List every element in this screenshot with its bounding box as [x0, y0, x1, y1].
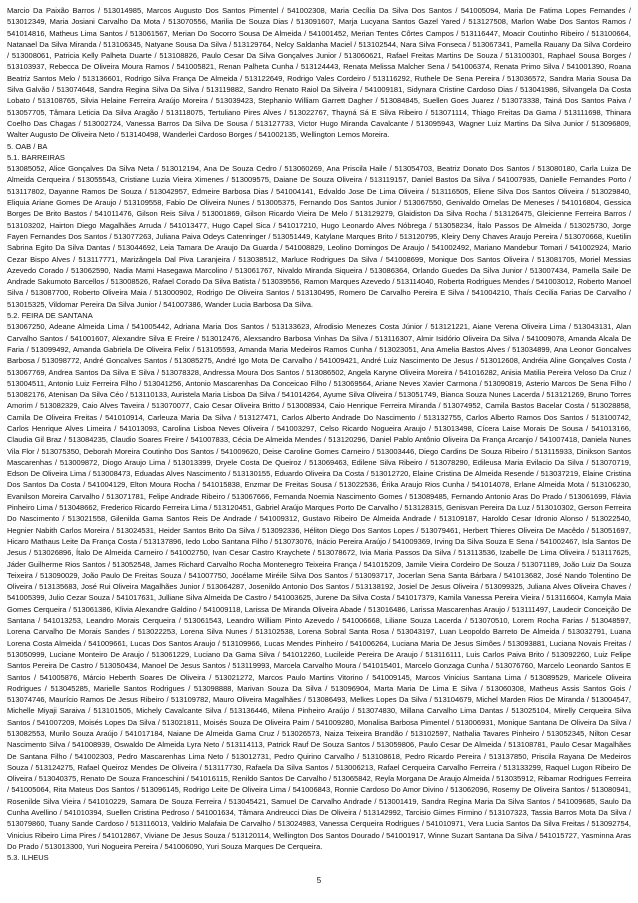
section-heading-ilheus: 5.3. ILHEUS: [7, 853, 49, 863]
document-page: [7, 5, 631, 875]
roster-paragraph: Marcio Da Paixão Barros / 513014985, Marcos Augusto Dos Santos Pimentel / 541002308, Maria Cecília Da Silva Dos Santos / 541005094, Maria De Fatima Lopes Fernandes / 513012349, Maria Josiani Carvalho Da Mota / 513070556, Marilia De Souza Dias / 513091607, Marja Lucyana Santos Gazel Yared / 513127508, Marlon Wabe Dos Santos Ramos / 541014816, Matheus Lima Santos / 513061567, Merian Do Socorro Sousa De Almeida / 541001452, Merian Tentes Côrtes Campos / 513116447, Moacir Coutinho Ribeiro / 513100664, Natanael Da Silva Miranda / 513106345, Natyane Sousa Da Silva / 513129764, Nelcy Saldanha Maciel / 513102544, Nara Silva Fonseca / 513067341, Pamella Rauany Da Silva Cordeiro / 513008061, Patricia Kelly Palheta Duarte / 513108826, Paulo Cesar Da Silva Gonçalves Junior / 513060621, Rafael Freitas Martins De Souza / 513100301, Raphael Sousa Borges / 513103937, Rebecca De Oliveira Moura Ramos / 541005821, Renan Palheta Cunha / 513124443, Renata Melissa Malcher Sena / 541006374, Renata Primo Silva / 541001390, Roana Beatriz Santos Melo / 513136601, Rodrigo Silva França De Almeida / 513122649, Rodrigo Vales Cordeiro / 513116292, Ruthele De Sena Pereira / 513036572, Sandra Maria Sousa Da Silva Galvão / 513074648, Sandra Regina Silva Da Silva / 513119882, Sandro Renato Raiol Da Silveira / 541009181, Sidynara Cristine Cardoso Dias / 513041986, Silvangela Da Costa Lobato / 513108765, Silvia Helaine Ferreira Araújo Moreira / 513039423, Stephanio William Garrett Dagher / 513084845, Suellen Goes Juarez / 513073338, Tainá Dos Santos Paiva / 513057705, Tâmara Leticia Da Silva Aragão / 513118075, Tertuliano Pires Alves / 513022767, Thayná Sá E Silva Ribeiro / 513071114, Thiago Freitas Da Gama / 513111698, Thinara Coelho Das Chagas / 513002724, Vanessa Barros Da Silva De Sousa / 513127733, Victor Hugo Miranda Cavalcante / 513095943, Wagner Luiz Martins Da Silva Junior / 513096809, Walter Augusto De Oliveira Neto / 513140498, Wanderlei Cardoso Borges / 541002135, Wellington Lemos Moreira.: [7, 6, 631, 140]
roster-paragraph-feira-de-santana: 513067250, Adeane Almeida Lima / 541005442, Adriana Maria Dos Santos / 513133623, Afrodisio Menezes Costa Júnior / 513121221, Aiane Verena Oliveira Lima / 513043131, Alan Carvalho Santos / 541001607, Alexandre Silva E Freire / 513012476, Alexsandro Barbosa Vinhas Da Silva / 513116307, Almir Isidório Oliveira Da Silva / 541009078, Amanda Alcala De Faria / 513099492, Amanda Gabriela De Oliveira Felix / 513105593, Amanda Maria Medeiros Ramos Cunha / 513023051, Ana Amelia Bastos Alves / 513034899, Ana Leonor Goncalves Barbosa / 513098772, André Goncalves Santos / 513085275, André Igo Mota De Carvalho / 541009421, André Luiz Nascimento De Jesus / 513012608, Andréia Aline Gonçalves Costa / 513067769, Andrea Santos Da Silva E Silva / 513078328, Andressa Moura Dos Santos / 513086502, Angela Karyne Oliveira Moreira / 541016282, Anisia Matilia Pereira Veloso Da Cruz / 513004511, Antonio Luiz Ferreira Filho / 513041256, Antonio Mascarenhas Da Conceicao Filho / 513069564, Ariane Neves Xavier Carmona / 513090819, Asterio Marcos De Sena Filho / 513082176, Atenisan Da Silva Céo / 513110133, Auristela Maria Lisboa Da Silva / 541014264, Ayume Silva Oliveira / 513051749, Bianca Souza Nunes Lacerda / 513121269, Bruno Torres Amorim / 513082329, Caio Alves Taveira / 513070077, Caio Cesar Oliveira Britto / 513008934, Caio Henrique Ferreira Miranda / 513074952, Camila Bastos Bacelar Costa / 513028858, Camila De Oliveira Freitas / 541010914, Carleuza Maria Da Silva / 513127471, Carlos Alberto Andrade Do Nascimento / 513132755, Carlos Alberto Ramos Dos Santos / 513100742, Carlos Henrique Alves Limeira / 541013093, Carolina Lisboa Neves Oliveira / 541003297, Celso Ricardo Nogueira Araujo / 513013498, Cícera Laise Morais De Sousa / 541013166, Claudia Gil Braz / 513084235, Claudio Soares Freire / 541007833, Cécia De Almeida Mendes / 513120296, Daniel Pablo Antônio Oliveira Da França Arcanjo / 541007418, Daniela Nunes Vila Flor / 513075350, Deborah Moreira Coutinho Dos Santos / 541009620, Deise Caroline Gomes Carneiro / 513003446, Diego Cardins De Souza Ribeiro / 513115933, Dinikson Santos Mascarenhas / 513009872, Diogo Araujo Lima / 513013399, Dryele Costa De Queiroz / 513069463, Edilene Silva Ribeiro / 513078290, Edileusa Maria Evilacio Da Silva / 513070719, Edson De Oliveira Lima / 513008473, Eduadas Alves Nascimento / 513130155, Eduardo Oliveira Da Costa / 513012720, Elaine Cristina De Almeida Resende / 513037219, Elaine Cristina Dos Santos Da Costa / 541004129, Elton Moura Rocha / 541015838, Enzmar De Freitas Sousa / 513022536, Érika Araujo Rios Cunha / 541014078, Erlane Almeida Mota / 513106230, Evanilson Moreira Carvalho / 513071781, Felipe Andrade Ribeiro / 513067666, Fernanda Noemia Nascimento Gomes / 513089485, Fernando Antonio Aras Do Prado / 513061699, Flávia Pinheiro Lima / 513048662, Frederico Ricardo Ferreira Lima / 513120451, Gabriel Araújo Marques Porto De Carvalho / 513128315, Genisvan Pereira Da Luz / 513010302, Gerson Ferreira Do Nascimento / 513021558, Gilenilda Gama Santos Reis De Andrade / 541009312, Gustavo Ribeiro De Almeida Andrade / 513109187, Haroldo Cesar Idronio Alonso / 513022540, Hegnier Nabith Carlos Moreira / 513024531, Heider Santos Brito Da Silva / 513092336, Héliton Diego Dos Santos Lopes / 513079461, Herbert Thieres Oliveira De Macêdo / 513051697, Hicaro Mathaus Leite Da França Costa / 513137896, Iedo Lobo Santana Filho / 513073076, Inácio Pereira Araújo / 541009369, Irving Da Silva Souza E Sena / 541002467, Isla Santos De Jesus / 513026896, Ítalo De Almeida Carneiro / 541002750, Ivan Cesar Castro Kraychete / 513078672, Ivia Maria Passos Da Silva / 513113536, Izabelle De Lima Oliveira / 513117625, Jáder Guilherme Rios Santos / 513052548, James Richard Carvalho Rocha Montenegro Teixeira França / 541015209, Jamile Vieira Cordeiro De Souza / 513071189, João Luiz Da Souza Teixeira / 513090029, João Paulo De Freitas Souza / 541007750, Jocélame Miréile Silva Dos Santos / 513093717, Jocerlan Sena Santa Bárbara / 541013682, José Nando Tolentino De Oliveira / 513135683, José Rui Oliveira Magalhães Junior / 513064287, Josenildo Antonio Dos Santos / 513138192, Josiel De Jesus Oliveira / 513099325, Juliana Alves Oliveira Chaves / 541005399, Julio Cezar Souza / 541017631, Julliane Silva Almeida De Castro / 541003625, Jurene Da Silva Costa / 541017379, Kamila Vanessa Pereira Vieira / 513116604, Kamyla Maia Gomes Cerqueira / 513061386, Klivia Alexandre Galdino / 541009118, Larissa De Miranda Oliveira Abade / 513016486, Larissa Mascarenhas Araujo / 513111497, Laudecir Conceição De Santana / 541013253, Leandro Morais Cerqueira / 513061543, Leandro William Pinto Azevedo / 541006668, Liliane Souza Lacerda / 513070510, Lorem Rocha Farias / 513048597, Lorena Carvalho De Morais Sandes / 513022253, Lorena Silva Nunes / 513102538, Lorena Sobral Santa Rosa / 513043197, Luan Leopoldo Barreto De Almeida / 513032791, Luana Lorena Costa Almeida / 541009661, Lucas Dos Santos Araujo / 513109966, Lucas Mendes Pinheiro / 541006264, Luciana Maria De Jesus Simões / 513093881, Luciana Novais Freitas / 513050999, Luciane Monteiro De Araujo / 513061229, Luciano Da Gama Silva / 541012260, Lucileide Pereira De Araujo / 513116111, Luis Carlos Paiva Brito / 513092260, Luiz Felipe Santos Pereira De Castro / 513050434, Manoel De Jesus Santos / 513119993, Marcela Carvalho Moura / 541015401, Marcelo Gonzaga Cunha / 513076760, Marcelo Leonardo Santos E Santos / 541005876, Márcio Heberth Soares De Oliveira / 513021272, Marcos Paulo Martins Vitorino / 541009145, Marcos Vinicius Santana Lima / 513089529, Maricele Oliveira Rodrigues / 513045285, Marielle Santos Rodrigues / 513098888, Marivan Souza Da Silva / 513096904, Marta Maria De Lima E Silva / 513060308, Matheus Assis Santos Gois / 513074746, Maurício Ramos De Jesus Ribeiro / 513109782, Mauro Oliveira Magalhães / 513086493, Melkes Lopes Da Silva / 513104679, Michel Marden Rios De Miranda / 513004547, Michelle Miyaji Saraiva / 513101505, Michely Cavalcante Silva / 513136446, Milena Pinheiro Araújo / 513074830, Millana Carvalho Lima Dantas / 513025104, Mirelly Cerqueira Silva Santos / 541007209, Moisés Lopes Da Silva / 513021811, Moisés Souza De Oliveira Paim / 541009280, Monalisa Barbosa Pimentel / 513006931, Monique Santana De Oliveira Da Silva / 513082553, Murilo Souza Araújo / 541017184, Naiane De Almeida Gama Cruz / 513026573, Naiza Teixeira Brandão / 513102597, Nathalia Tavares Pinheiro / 513052345, Nilton Cesar Nascimento Silva / 541008939, Oswaldo De Almeida Lyra Neto / 513114113, Patrick Rauf De Souza Santos / 513059806, Paulo Cesar De Almeida / 513108781, Paulo Cesar Magalhães De Santana Filho / 541002303, Pedro Mascarenhas Lima Neto / 513012731, Pedro Quirino Carvalho / 513108618, Pedro Ricardo Pereira / 513137850, Priscila Rayana De Medeiros Souza / 513124275, Rafael Queiroz Mendes De Oliveira / 513117730, Rafaela Da Silva Santos / 513006213, Rafael Cerqueira Carvalho Ferreira / 513133299, Raquel Lugon Ribeiro De Oliveira / 513040375, Renato De Souza Franceschini / 541016115, Renildo Santos De Carvalho / 513065842, Reyla Morgana De Araujo Almeida / 513035912, Ribamar Rodrigues Ferreira / 541005064, Rita Mateus Dos Santos / 513096145, Rodrigo Leite De Oliveira Lima / 541006843, Ronnie Cardoso Do Amor Divino / 513062096, Rosemy De Oliveira Santos / 513080941, Rosenilde Silva Vieira / 541010229, Samara De Souza Ferreira / 513045421, Samuel De Carvalho Andrade / 513001419, Sandra Regina Maria Da Silva Santos / 541009685, Saulo Da Cunha Avellino / 541010394, Suellen Cristina Pedroso / 541001634, Tâmara Andreucci Dias De Oliveira / 513142992, Tarcisio Gimes Firmino / 513107323, Tassia Barros Mota Da Silva / 513079860, Tuany Sande Cardoso / 513116013, Valdirio Malafaia De Carvalho / 513024983, Vanessa Cerqueira Rodrigues / 541010971, Vera Lucia Santos Da Silva Freitas / 513092754, Vinicius Ribeiro Lima Pires / 541012867, Viviane De Jesus Souza / 513120114, Wellington Dos Santos Dourado / 541001917, Winne Suzart Santana Da Silva / 541015727, Yasminna Aras Do Prado / 513013300, Yuri Nogueira Pereira / 541006090, Yuri Souza Marques De Cerqueira.: [7, 322, 631, 851]
section-heading-barreiras: 5.1. BARREIRAS: [7, 152, 65, 162]
section-heading-oab-ba: 5. OAB / BA: [7, 141, 48, 151]
page-number: 5: [316, 876, 322, 885]
section-heading-feira-de-santana: 5.2. FEIRA DE SANTANA: [7, 311, 93, 321]
roster-paragraph-barreiras: 513085052, Alice Gonçalves Da Silva Neta / 513012194, Ana De Souza Cedro / 513060269, Ana Priscila Haile / 513054703, Beatriz Donato Dos Santos / 513080180, Carla Luiza De Almeida Cerqueira / 513055543, Cristiane Luzia Vieira Ximenes / 513009575, Daiane De Souza Oliveira / 513119157, Daniel Bastos Da Silva / 541007935, Danielle Fernandes Porto / 513117802, Dayanne Ramos De Souza / 513042957, Edmeire Barbosa Dias / 541004141, Edvaldo Jose De Lima Oliveira / 513116505, Eliene Silva Dos Santos Oliveira / 513029840, Eliquia Ariane Gomes De Araujo / 513109558, Fabio De Oliveira Nunes / 513005375, Fernando Dos Santos Junior / 513067550, Genivaldo Ornelas De Meneses / 541016804, Gessica Borges De Brito Bastos / 541011476, Gilson Reis Silva / 513001869, Gilson Ricardo Vieira De Melo / 513129279, Glaidiston Da Silva Rocha / 513126475, Gleicienne Ferreira Barros / 513103202, Hairton Diego Magalhães Arruda / 541013477, Hugo Capel Sica / 541017210, Hugo Leonardo Alves Nóbrega / 513058234, Ítalo Passos De Almeida / 513025730, Jorge Fayen Fernandes Dos Santos / 513077263, Juliana Paiva Odeys Catenringer / 513051449, Katylane Marques Brito / 513120795, Kleiry Deny Chaves Araujo Pereira / 513070668, Kuetilin Sabrina Egito Da Silva Dantas / 513044692, Leia Tamara De Araujo Da Guarda / 541008829, Leolino Domingos De Araujo / 541002492, Mariano Mandebur Tomari / 541002924, Mario Cezar Bispo Alves / 513117771, Marizângela Dal Piva Laranjeira / 513038512, Marluce Rodrigues Da Silva / 541008699, Monique Dos Santos Oliveira / 513081705, Moriel Messias Azevedo Corado / 513062590, Nadia Mami Hasegawa Marcolino / 513061767, Nivaldo Miranda Siqueira / 513086364, Orlando Guedes Da Silva Junior / 513007434, Pamella Saile De Andrade Sakumoto Barcellos / 513008526, Rafael Corado Da Silva Batista / 513039556, Ramon Marques Azevedo / 513114040, Roberta Rodrigues Mendes / 541003012, Roberto Manoel Silva / 513087700, Roberto Oliveira Maia / 513000902, Rodrigo De Oliveira Santos / 513130495, Romero De Carvalho Pereira E Silva / 541004210, Thaís Cecilia Farias De Carvalho / 513015325, Vildomar Pereira Da Silva Junior / 541007386, Wander Lucia Barbosa Da Silva.: [7, 164, 631, 309]
